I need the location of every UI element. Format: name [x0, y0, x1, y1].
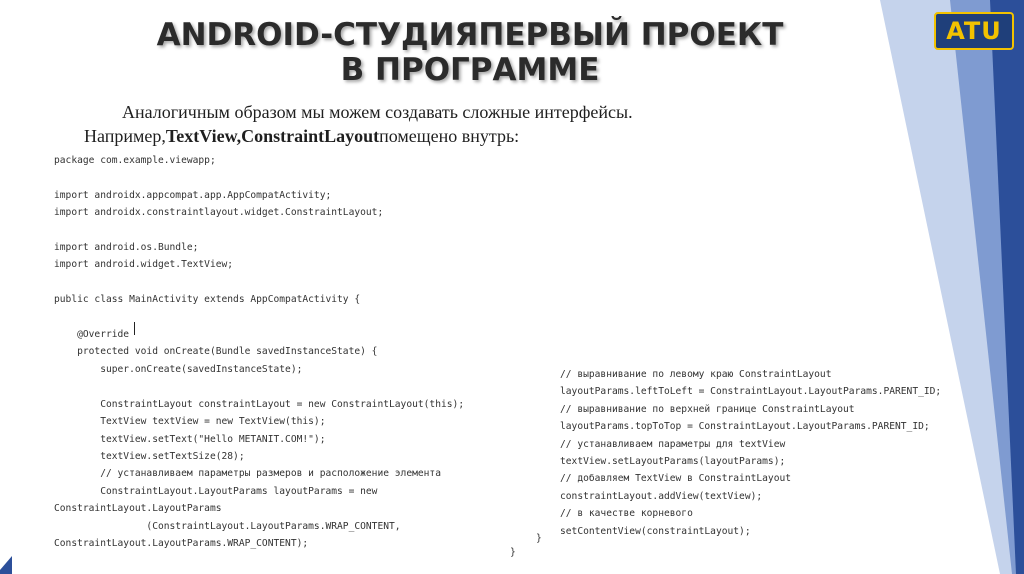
code-left-line: super.onCreate(savedInstanceState); [54, 363, 303, 375]
code-right-line: // выравнивание по левому краю ConstraintLayout [560, 369, 832, 380]
code-left-line: @Override [54, 329, 130, 341]
closing-brace-outer: } [510, 547, 516, 558]
intro-line-2-bold: TextView,ConstraintLayout [165, 126, 380, 146]
code-left-line: (ConstraintLayout.LayoutParams.WRAP_CONTENT, [54, 520, 401, 532]
code-left-line: ConstraintLayout.LayoutParams.WRAP_CONTENT); [54, 537, 309, 549]
code-left-line: package com.example.viewapp; [54, 155, 216, 166]
code-right-line: // выравнивание по верхней границе ConstraintLayout [560, 403, 855, 415]
code-right-line: textView.setLayoutParams(layoutParams); [560, 456, 786, 468]
code-left-line: textView.setTextSize(28); [54, 450, 245, 462]
code-left-line: public class MainActivity extends AppCompatActivity { [54, 294, 361, 306]
code-left-line: ConstraintLayout.LayoutParams layoutParams = new [54, 485, 378, 497]
code-left-line: ConstraintLayout.LayoutParams [54, 503, 222, 515]
closing-brace-inner: } [536, 533, 542, 544]
code-left-line: TextView textView = new TextView(this); [54, 416, 326, 428]
code-right-line: // добавляем TextView в ConstraintLayout [560, 473, 792, 485]
decor-navy-triangle [0, 556, 12, 574]
intro-line-2 [84, 126, 519, 146]
code-left-line: import android.widget.TextView; [54, 259, 234, 271]
code-left-line: protected void onCreate(Bundle savedInstanceState) { [54, 346, 378, 358]
intro-text [84, 100, 724, 148]
code-block-right [560, 366, 941, 540]
code-right-line: constraintLayout.addView(textView); [560, 490, 763, 502]
code-left-line: // устанавливаем параметры размеров и расположение элемента [54, 468, 441, 480]
code-left-line: import androidx.constraintlayout.widget.ConstraintLayout; [54, 207, 384, 219]
code-right-line: layoutParams.topToTop = ConstraintLayout.LayoutParams.PARENT_ID; [560, 421, 930, 433]
slide-title: ANDROID-СТУДИЯПЕРВЫЙ ПРОЕКТ В ПРОГРАММЕ [156, 17, 784, 88]
code-right-line: layoutParams.leftToLeft = ConstraintLayout.LayoutParams.PARENT_ID; [560, 386, 942, 398]
code-right-line: // устанавливаем параметры для textView [560, 438, 786, 450]
intro-line-1: Аналогичным образом мы можем создавать сложные интерфейсы. [122, 102, 633, 122]
text-cursor [134, 322, 135, 335]
code-left-line: textView.setText("Hello METANIT.COM!"); [54, 433, 326, 445]
code-right-line: setContentView(constraintLayout); [560, 525, 751, 537]
atu-logo: ATU [934, 12, 1014, 50]
code-block-left [54, 152, 464, 552]
code-left-line: import androidx.appcompat.app.AppCompatActivity; [54, 189, 332, 201]
intro-line-2-prefix: Например, [84, 126, 166, 146]
code-left-line: ConstraintLayout constraintLayout = new ConstraintLayout(this); [54, 398, 465, 410]
code-left-line: import android.os.Bundle; [54, 242, 199, 254]
code-right-line: // в качестве корневого [560, 508, 693, 520]
intro-line-2-suffix: помещено внутрь: [379, 126, 520, 146]
